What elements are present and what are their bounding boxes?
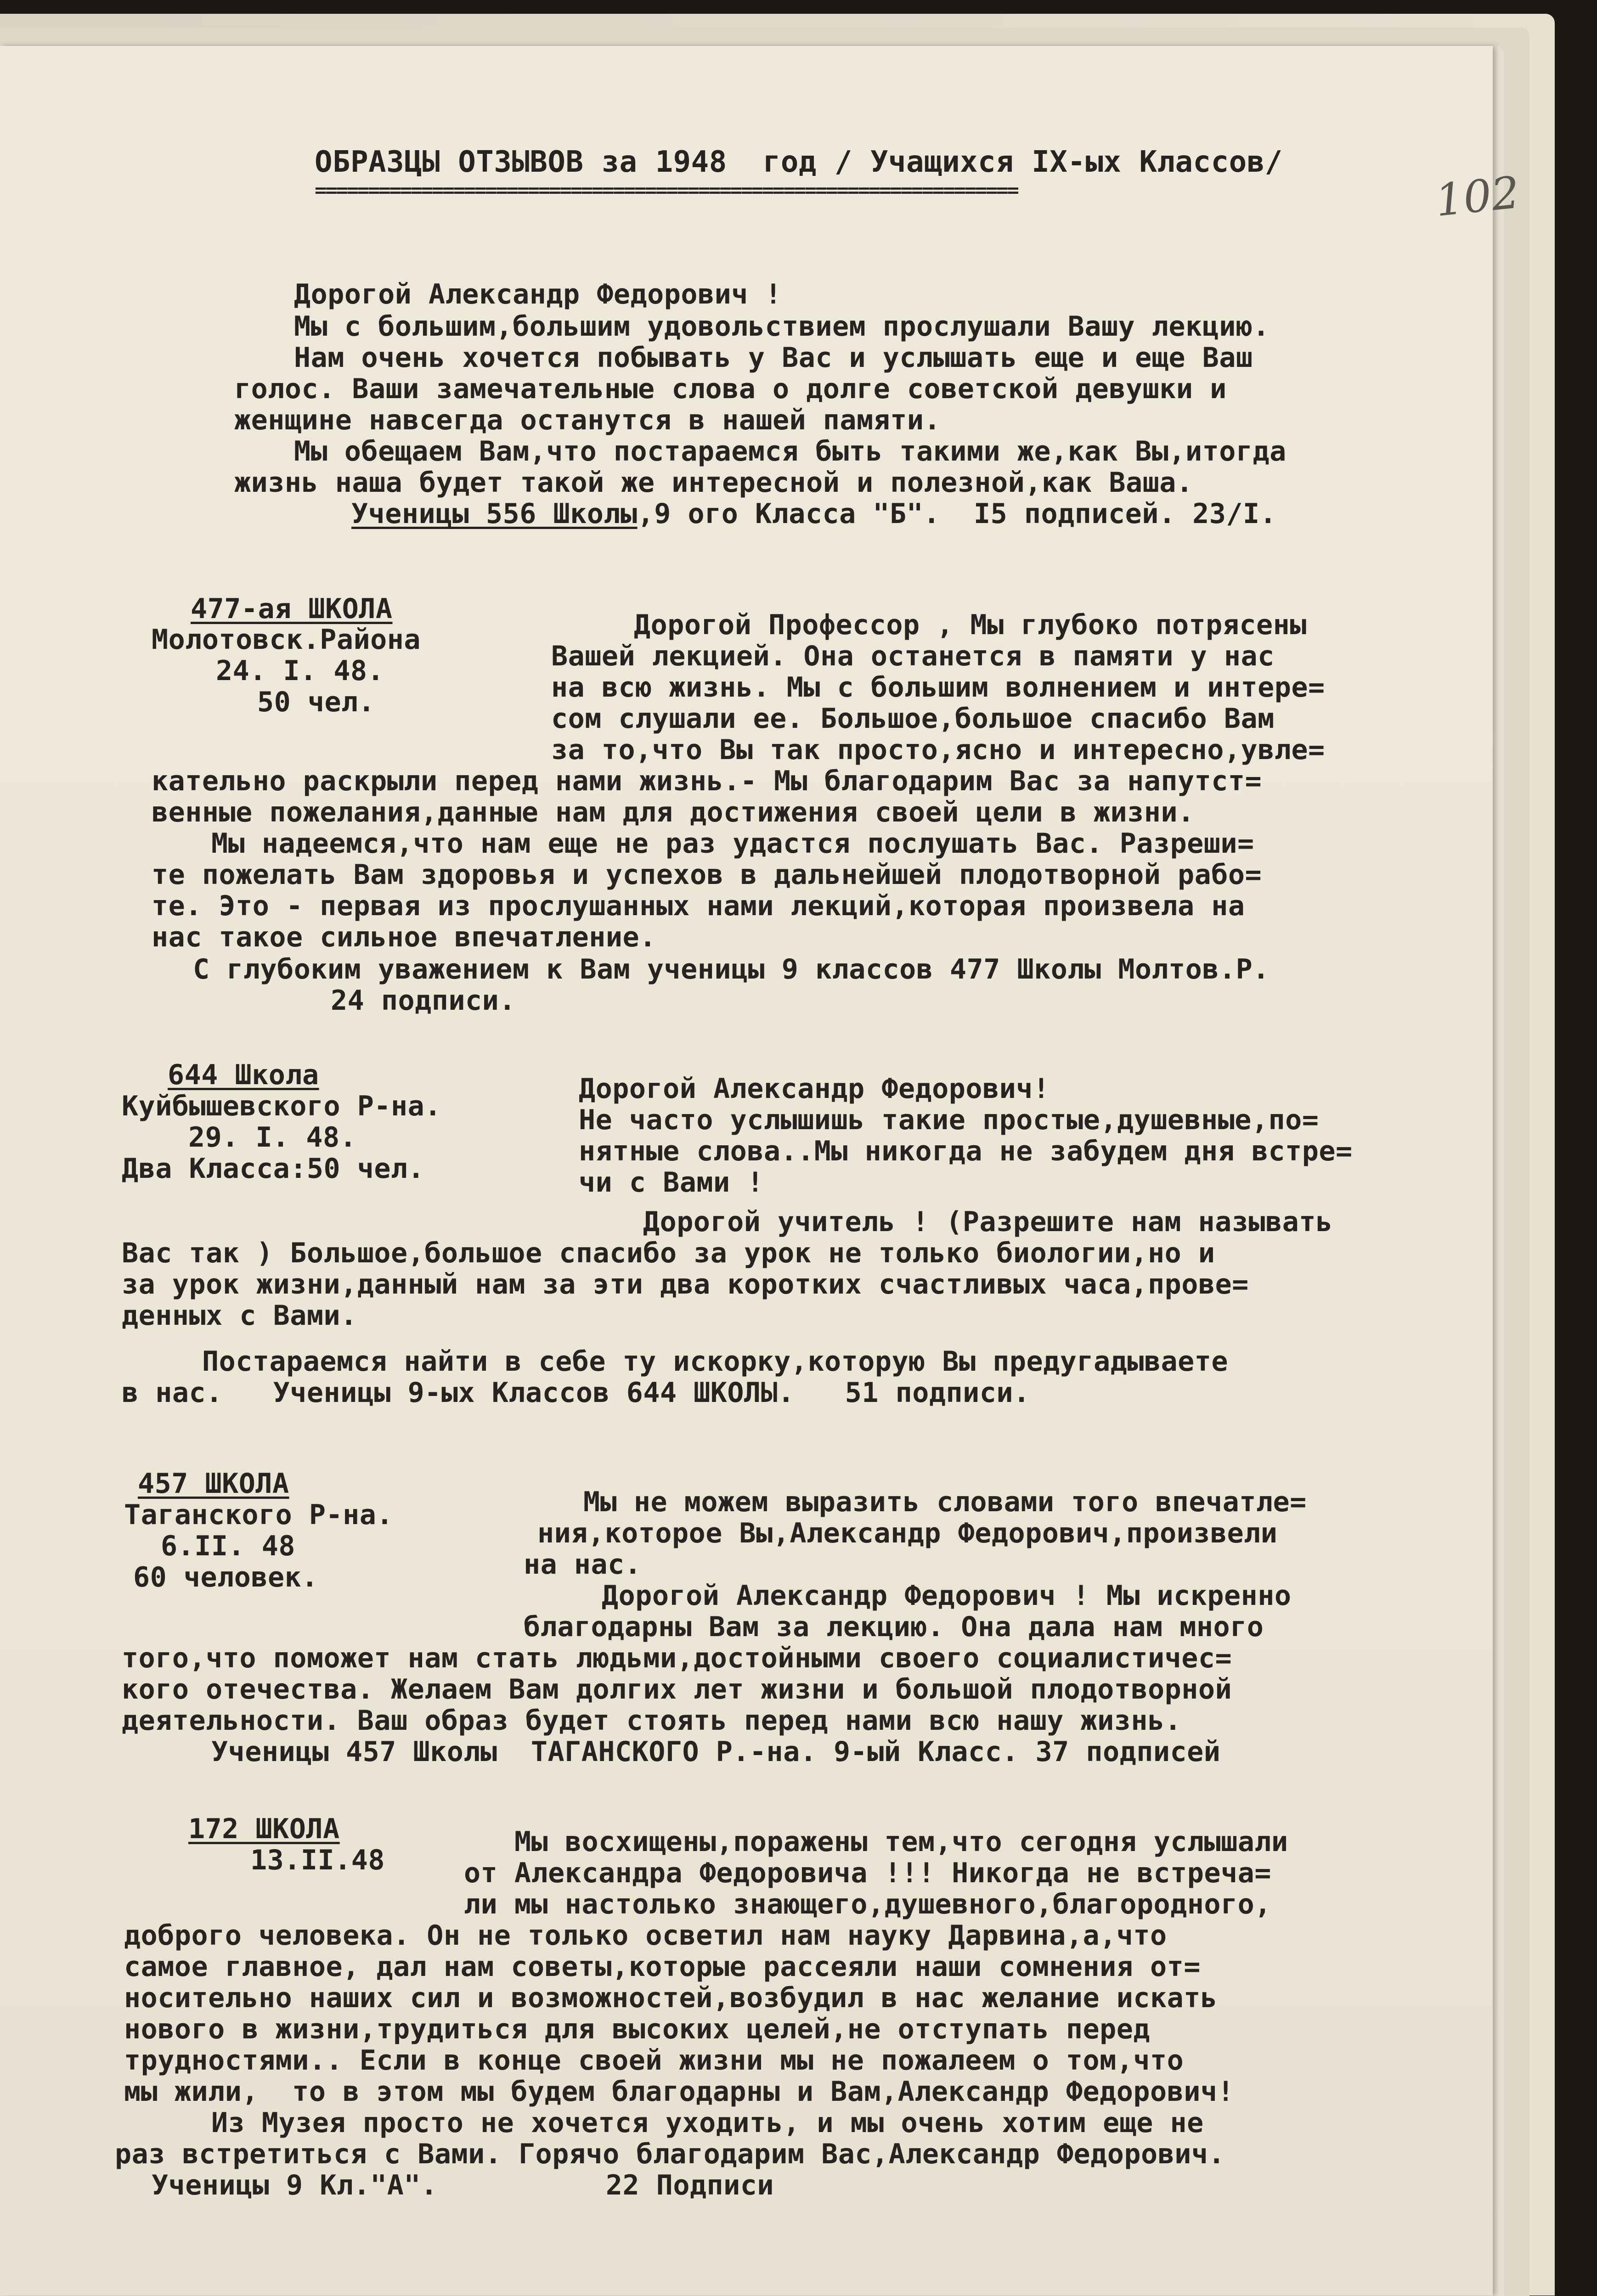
review-date: 24. I. 48.	[216, 655, 384, 687]
review-line: трудностями.. Если в конце своей жизни мы не пожалеем о том,что	[124, 2044, 1184, 2077]
review-line: Вашей лекцией. Она останется в памяти у нас	[551, 640, 1275, 672]
school-district: Таганского Р-на.	[124, 1499, 393, 1531]
review-line: ли мы настолько знающего,душевного,благородного,	[464, 1888, 1271, 1920]
review-line: доброго человека. Он не только осветил нам науку Дарвина,а,что	[124, 1919, 1167, 1952]
review-line: нятные слова..Мы никогда не забудем дня встре=	[579, 1135, 1353, 1167]
review-date: 13.II.48	[250, 1844, 385, 1876]
review-signature: Ученицы 9 Кл."А". 22 Подписи	[152, 2169, 774, 2201]
review-line: Мы надеемся,что нам еще не раз удастся послушать Вас. Разреши=	[211, 827, 1254, 860]
school-heading: 477-ая ШКОЛА	[191, 593, 393, 625]
attendance-count: Два Класса:50 чел.	[122, 1153, 425, 1185]
signature-count: 24 подписи.	[331, 985, 516, 1017]
signature-school: Ученицы 556 Школы	[351, 498, 638, 530]
school-district: Молотовск.Района	[152, 624, 421, 656]
review-line: кого отечества. Желаем Вам долгих лет жизни и большой плодотворной	[122, 1673, 1232, 1705]
review-line: Вас так ) Большое,большое спасибо за урок не только биологии,но и	[122, 1237, 1215, 1269]
review-line: Постараемся найти в себе ту искорку,которую Вы предугадываете	[202, 1345, 1229, 1378]
review-line: сом слушали ее. Большое,большое спасибо Вам	[551, 703, 1275, 735]
review-line: Дорогой Александр Федорович!	[579, 1073, 1050, 1105]
review-line: за урок жизни,данный нам за эти два коротких счастливых часа,прове=	[122, 1268, 1249, 1300]
review-line: Из Музея просто не хочется уходить, и мы очень хотим еще не	[211, 2107, 1204, 2139]
review-line: Дорогой учитель ! (Разрешите нам называть	[643, 1206, 1333, 1238]
typed-document-page	[0, 46, 1522, 2296]
review-line: Не часто услышишь такие простые,душевные,по=	[579, 1104, 1319, 1136]
review-signature: Ученицы 457 Школы ТАГАНСКОГО Р.-на. 9-ый Класс. 37 подписей	[211, 1736, 1221, 1768]
review-line: нового в жизни,трудиться для высоких целей,не отступать перед	[124, 2013, 1151, 2045]
review-line: Мы восхищены,поражены тем,что сегодня услышали	[514, 1826, 1288, 1858]
review-line: самое главное, дал нам советы,которые рассеяли наши сомнения от=	[124, 1951, 1201, 1983]
signature-details: ,9 ого Класса "Б". I5 подписей. 23/I.	[637, 498, 1277, 530]
review-line: денных с Вами.	[122, 1300, 357, 1332]
review-line: Дорогой Профессор , Мы глубоко потрясены	[634, 609, 1307, 641]
title-double-rule: ==================================================================	[315, 180, 1018, 201]
review-line: ния,которое Вы,Александр Федорович,произвели	[537, 1517, 1278, 1549]
intro-line: жизнь наша будет такой же интересной и полезной,как Ваша.	[234, 467, 1193, 499]
school-district: Куйбышевского Р-на.	[122, 1090, 441, 1122]
intro-line: женщине навсегда останутся в нашей памяти.	[234, 404, 941, 436]
intro-line: Нам очень хочется побывать у Вас и услышать еще и еще Ваш	[294, 342, 1253, 374]
review-date: 29. I. 48.	[188, 1121, 357, 1154]
review-line: за то,что Вы так просто,ясно и интересно,увле=	[551, 734, 1325, 766]
intro-line: Мы обещаем Вам,что постараемся быть такими же,как Вы,итогда	[294, 435, 1287, 467]
school-heading: 172 ШКОЛА	[188, 1813, 340, 1845]
review-line: от Александра Федоровича !!! Никогда не встреча=	[464, 1857, 1271, 1889]
intro-signature	[351, 500, 1276, 528]
review-line: нас такое сильное впечатление.	[152, 921, 656, 953]
review-line: того,что поможет нам стать людьми,достойными своего социалистичес=	[122, 1642, 1232, 1674]
review-line: венные пожелания,данные нам для достижения своей цели в жизни.	[152, 796, 1195, 828]
review-line: благодарны Вам за лекцию. Она дала нам много	[524, 1611, 1264, 1643]
document-title: ОБРАЗЦЫ ОТЗЫВОВ за 1948 год / Учащихся IX-ых Классов/	[315, 145, 1283, 179]
review-line: на нас.	[524, 1548, 642, 1581]
intro-line: голос. Ваши замечательные слова о долге советской девушки и	[234, 373, 1227, 405]
review-line: деятельности. Ваш образ будет стоять перед нами всю нашу жизнь.	[122, 1705, 1182, 1737]
review-line: раз встретиться с Вами. Горячо благодарим Вас,Александр Федорович.	[115, 2138, 1225, 2170]
school-heading: 457 ШКОЛА	[138, 1468, 289, 1500]
attendance-count: 60 человек.	[133, 1561, 318, 1593]
review-signature: в нас. Ученицы 9-ых Классов 644 ШКОЛЫ. 51 подписи.	[122, 1377, 1030, 1409]
review-line: те. Это - первая из прослушанных нами лекций,которая произвела на	[152, 890, 1245, 922]
intro-line: Дорогой Александр Федорович !	[294, 278, 782, 310]
review-signature: С глубоким уважением к Вам ученицы 9 классов 477 Школы Молтов.Р.	[193, 953, 1270, 985]
review-line: Дорогой Александр Федорович ! Мы искренно	[602, 1580, 1292, 1612]
review-line: Мы не можем выразить словами того впечатле=	[583, 1486, 1307, 1518]
review-date: 6.II. 48	[161, 1530, 295, 1562]
school-heading: 644 Школа	[168, 1059, 319, 1091]
folio-number: 102	[1433, 166, 1522, 227]
review-line: кательно раскрыли перед нами жизнь.- Мы благодарим Вас за напутст=	[152, 765, 1262, 797]
review-line: чи с Вами !	[579, 1166, 764, 1199]
review-line: на всю жизнь. Мы с большим волнением и интере=	[551, 671, 1325, 703]
intro-line: Мы с большим,большим удовольствием прослушали Вашу лекцию.	[294, 310, 1270, 343]
attendance-count: 50 чел.	[257, 686, 375, 718]
review-line: носительно наших сил и возможностей,возбудил в нас желание искать	[124, 1982, 1218, 2014]
review-line: мы жили, то в этом мы будем благодарны и Вам,Александр Федорович!	[124, 2076, 1235, 2108]
review-line: те пожелать Вам здоровья и успехов в дальнейшей плодотворной рабо=	[152, 859, 1262, 891]
